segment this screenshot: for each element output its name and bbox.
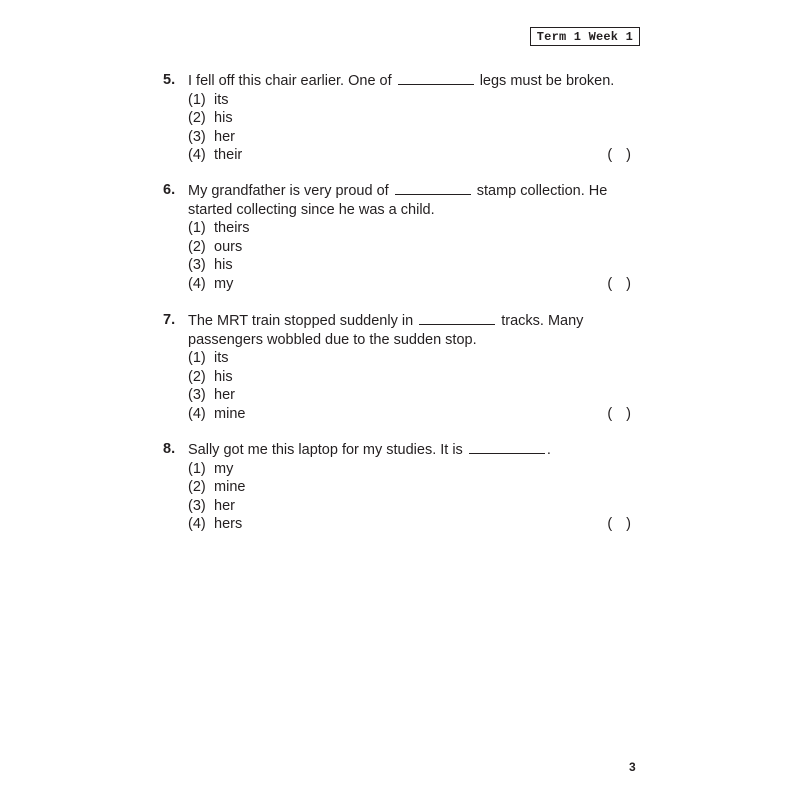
answer-brackets[interactable]: ( )	[607, 147, 631, 164]
answer-brackets[interactable]: ( )	[607, 516, 631, 533]
option-3: (3) her	[188, 128, 235, 145]
option-3: (3) her	[188, 497, 235, 514]
question-stem: I fell off this chair earlier. One of legs must be broken.	[188, 73, 615, 89]
question-stem-line2: started collecting since he was a child.	[188, 201, 435, 218]
page-number: 3	[629, 760, 636, 774]
option-1: (1) theirs	[188, 220, 250, 237]
option-3: (3) his	[188, 257, 233, 274]
answer-brackets[interactable]: ( )	[607, 405, 631, 422]
option-4: (4) mine ( )	[188, 405, 631, 422]
question-6	[163, 181, 633, 294]
option-1: (1) my	[188, 460, 234, 477]
option-1: (1) its	[188, 350, 229, 367]
question-stem: Sally got me this laptop for my studies. It is .	[188, 442, 551, 458]
option-4: (4) their ( )	[188, 147, 631, 164]
answer-blank	[419, 311, 495, 325]
option-2: (2) his	[188, 368, 233, 385]
question-stem: My grandfather is very proud of stamp collection. He	[188, 183, 608, 199]
question-7	[163, 311, 633, 424]
option-3: (3) her	[188, 387, 235, 404]
question-number: 8.	[163, 441, 176, 457]
question-5	[163, 71, 633, 165]
option-2: (2) ours	[188, 238, 243, 255]
answer-brackets[interactable]: ( )	[607, 275, 631, 292]
option-2: (2) mine	[188, 479, 246, 496]
answer-blank	[469, 440, 545, 454]
question-number: 6.	[163, 182, 176, 198]
question-number: 5.	[163, 72, 176, 88]
answer-blank	[395, 181, 471, 195]
option-2: (2) his	[188, 110, 233, 127]
option-4: (4) hers ( )	[188, 516, 631, 533]
question-8	[163, 440, 633, 534]
question-number: 7.	[163, 312, 176, 328]
question-stem: The MRT train stopped suddenly in tracks. Many	[188, 313, 584, 329]
question-stem-line2: passengers wobbled due to the sudden stop.	[188, 331, 477, 348]
option-4: (4) my ( )	[188, 275, 631, 292]
option-1: (1) its	[188, 91, 229, 108]
answer-blank	[398, 71, 474, 85]
term-week-label: Term 1 Week 1	[530, 27, 640, 46]
